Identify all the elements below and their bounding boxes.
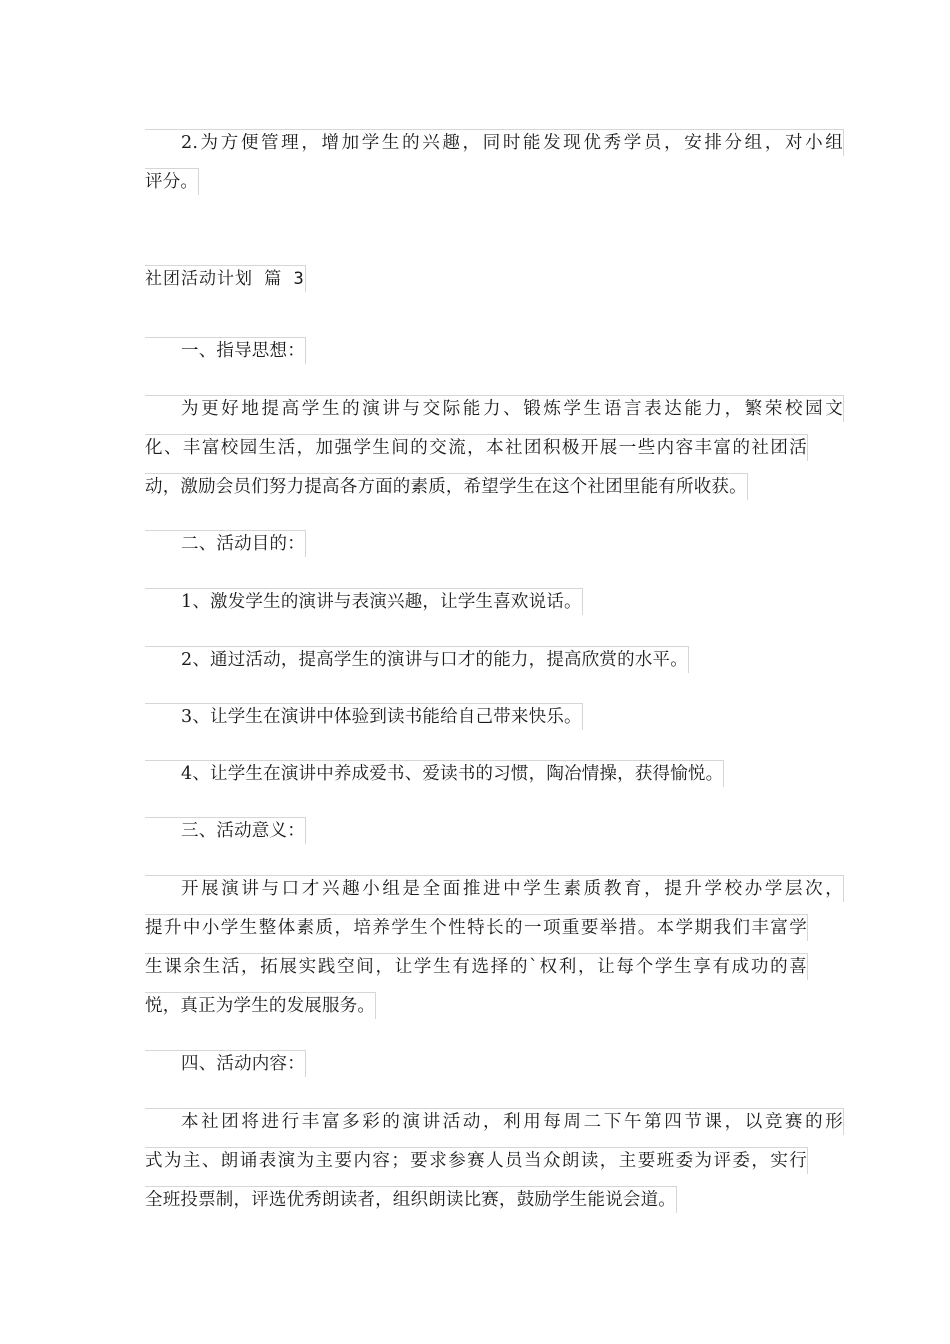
paragraph-3-line-3: 生课余生活，拓展实践空间，让学生有选择的`权利，让每个学生享有成功的喜 (145, 953, 808, 980)
paragraph-1-line-2: 化、丰富校园生活，加强学生间的交流，本社团积极开展一些内容丰富的社团活 (145, 434, 808, 461)
intro-line-1: 2.为方便管理，增加学生的兴趣，同时能发现优秀学员，安排分组，对小组 (145, 129, 844, 156)
section-title: 社团活动计划 篇 3 (145, 265, 306, 292)
heading-activity-goals: 二、活动目的： (145, 530, 306, 557)
paragraph-3-line-2: 提升中小学生整体素质，培养学生个性特长的一项重要举措。本学期我们丰富学 (145, 914, 808, 941)
paragraph-1-line-1: 为更好地提高学生的演讲与交际能力、锻炼学生语言表达能力，繁荣校园文 (145, 395, 844, 422)
goal-item-3: 3、让学生在演讲中体验到读书能给自己带来快乐。 (145, 703, 583, 730)
goal-item-4: 4、让学生在演讲中养成爱书、爱读书的习惯，陶冶情操，获得愉悦。 (145, 760, 724, 787)
goal-item-1: 1、激发学生的演讲与表演兴趣，让学生喜欢说话。 (145, 588, 583, 615)
goal-item-2: 2、通过活动，提高学生的演讲与口才的能力，提高欣赏的水平。 (145, 646, 689, 673)
intro-line-2: 评分。 (145, 168, 199, 195)
heading-guiding-thought: 一、指导思想： (145, 337, 306, 364)
heading-activity-significance: 三、活动意义： (145, 817, 306, 844)
paragraph-4-line-1: 本社团将进行丰富多彩的演讲活动，利用每周二下午第四节课，以竞赛的形 (145, 1108, 844, 1135)
paragraph-4-line-3: 全班投票制，评选优秀朗读者，组织朗读比赛，鼓励学生能说会道。 (145, 1186, 677, 1213)
paragraph-4-line-2: 式为主、朗诵表演为主要内容；要求参赛人员当众朗读，主要班委为评委，实行 (145, 1147, 808, 1174)
paragraph-3-line-1: 开展演讲与口才兴趣小组是全面推进中学生素质教育，提升学校办学层次， (145, 875, 844, 902)
heading-activity-content: 四、活动内容： (145, 1050, 306, 1077)
paragraph-1-line-3: 动，激励会员们努力提高各方面的素质，希望学生在这个社团里能有所收获。 (145, 473, 748, 500)
paragraph-3-line-4: 悦，真正为学生的发展服务。 (145, 992, 376, 1019)
